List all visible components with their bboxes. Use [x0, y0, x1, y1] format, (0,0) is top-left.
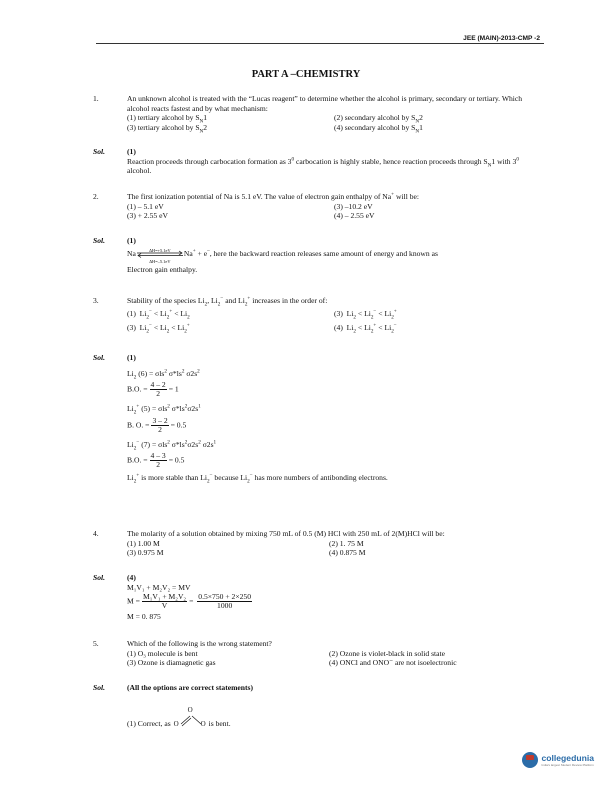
q5-option-1[interactable]: (1) O₃ molecule is bent — [127, 648, 198, 658]
q5-answer: (All the options are correct statements) — [127, 683, 254, 692]
q3-option-3[interactable]: (3) $Li_2^- < Li_2 < Li_2^+$ — [127, 322, 190, 335]
q5-text: Which of the following is the wrong statement? — [127, 639, 272, 648]
q3-bo1: B.O. = $\frac{4 - 2}{2}$ = 1 — [127, 380, 179, 399]
q2-solution — [127, 236, 545, 274]
q4-block — [127, 529, 545, 558]
q1-option-1[interactable]: (1) tertiary alcohol by $S_N1$ — [127, 113, 208, 125]
q2-number: 2. — [93, 192, 99, 201]
q5-solution — [127, 683, 545, 729]
collegedunia-logo — [522, 752, 594, 768]
q1-solution — [127, 147, 545, 176]
q4-option-1[interactable]: (1) 1.00 M — [127, 538, 160, 548]
q3-option-2[interactable]: (3) $Li_2 < Li_2^- < Li_2^+$ — [334, 308, 397, 321]
collegedunia-mascot-icon — [522, 752, 538, 768]
q2-option-3[interactable]: (3) + 2.55 eV — [127, 211, 168, 221]
q3-option-4[interactable]: (4) $Li_2 < Li_2^+ < Li_2^-$ — [334, 322, 397, 335]
q3-li2-plus-config: $Li_2^+$ (5) = σls$^2$ $\sigma*ls^2\sigma 2s^1$ — [127, 403, 201, 416]
q4-option-2[interactable]: (2) 1. 75 M — [329, 538, 364, 548]
q3-block — [127, 296, 545, 337]
q3-conclusion: $Li_2^+$ is more stable than $Li_2^-$ because $Li_2^-$ has more numbers of antibonding electrons. — [127, 472, 388, 485]
q4-formula: M = $\frac{\text{M₁V₁ + M₂V₂}}{V}$ = $\frac{0.5\times 750 + 2\times 250}{1000}$ — [127, 592, 251, 611]
q3-bo3: B.O. = $\frac{4 - 3}{2}$ = 0.5 — [127, 451, 185, 470]
equilibrium-arrow-icon: ΔH=+5.1eV ΔH=–5.1eV — [136, 248, 184, 260]
q5-number: 5. — [93, 639, 99, 648]
q4-answer: (4) — [127, 573, 136, 582]
q5-option-3[interactable]: (3) Ozone is diamagnetic gas — [127, 658, 216, 668]
header-rule — [96, 43, 544, 44]
ozone-structure-icon: O O O — [173, 705, 206, 728]
q1-explanation: Reaction proceeds through carbocation formation as $3^0$ carbocation is highly stable, hence reaction proceeds through $S_N1$ with $3^0$ alcohol. — [127, 156, 519, 176]
q1-text: An unknown alcohol is treated with the “Lucas reagent” to determine whether the alcohol is primary, secondary or tertiary. Which alcohol reacts fastest and by what mechanism: — [127, 94, 523, 113]
logo-name: collegedunia — [541, 752, 594, 763]
q2-equation: Na ΔH=+5.1eV ΔH=–5.1eV Na+ + e–, here the backward reaction releases same amount of energy and known as — [127, 247, 438, 264]
q3-text: Stability of the species $Li_2$, $Li_2^-$ and $Li_2^+$ increases in the order of: — [127, 295, 328, 308]
q1-block — [127, 94, 545, 135]
logo-tagline: India's largest Student Review Platform — [541, 762, 594, 767]
q2-option-4[interactable]: (4) – 2.55 eV — [334, 211, 375, 221]
q1-option-4[interactable]: (4) secondary alcohol by $S_N1$ — [334, 122, 423, 135]
q1-option-2[interactable]: (2) secondary alcohol by $S_N2$ — [334, 113, 423, 125]
q2-answer: (1) — [127, 236, 136, 245]
q2-option-2[interactable]: (3) –10.2 eV — [334, 201, 373, 211]
q5-line1: (1) Correct, as O O O is bent. — [127, 705, 231, 728]
part-title: PART A –CHEMISTRY — [251, 69, 361, 80]
q1-answer: (1) — [127, 147, 136, 156]
q4-solution — [127, 573, 545, 622]
q3-solution — [127, 353, 545, 483]
q4-sol-label: Sol. — [93, 573, 106, 582]
page-header-code: JEE (MAIN)-2013-CMP -2 — [463, 35, 540, 42]
q3-bo2: B. O. = $\frac{3 - 2}{2}$ = 0.5 — [127, 415, 187, 434]
q5-option-2[interactable]: (2) Ozone is violet-black in solid state — [329, 648, 445, 658]
q2-block — [127, 192, 545, 221]
q2-eq-line2: Electron gain enthalpy. — [127, 264, 198, 274]
q4-option-4[interactable]: (4) 0.875 M — [329, 548, 366, 558]
q1-sol-label: Sol. — [93, 147, 106, 156]
q4-number: 4. — [93, 529, 99, 538]
q4-option-3[interactable]: (3) 0.975 M — [127, 548, 164, 558]
q1-number: 1. — [93, 94, 99, 103]
q2-sol-label: Sol. — [93, 236, 106, 245]
q3-option-1[interactable]: (1) $Li_2^- < Li_2^+ < Li_2$ — [127, 308, 190, 321]
q4-line1: M₁V₁ + M₂V₂ = MV — [127, 582, 191, 592]
q2-option-1[interactable]: (1) – 5.1 eV — [127, 201, 164, 211]
q4-text: The molarity of a solution obtained by mixing 750 mL of 0.5 (M) HCl with 250 mL of 2(M)HCl will be: — [127, 529, 445, 538]
q3-answer: (1) — [127, 353, 136, 362]
q2-text: The first ionization potential of Na is 5.1 eV. The value of electron gain enthalpy of Na+ will be: — [127, 191, 419, 201]
q5-block — [127, 639, 545, 668]
q4-result: M = 0. 875 — [127, 612, 161, 622]
q3-sol-label: Sol. — [93, 353, 106, 362]
q5-option-4[interactable]: (4) ONCl and ONO⁻ are not isoelectronic — [329, 658, 457, 668]
q3-li2-minus-config: $Li_2^-$ (7) = σls$^2$ $\sigma*ls^2\sigma 2s^2$ $\sigma 2s^1$ — [127, 439, 217, 452]
q3-li2-config: $Li_2$ (6) = σls$^2$ $\sigma*ls^2$ $\sigma 2s^2$ — [127, 368, 200, 381]
q5-sol-label: Sol. — [93, 683, 106, 692]
q3-number: 3. — [93, 296, 99, 305]
q1-option-3[interactable]: (3) tertiary alcohol by $S_N2$ — [127, 122, 208, 135]
